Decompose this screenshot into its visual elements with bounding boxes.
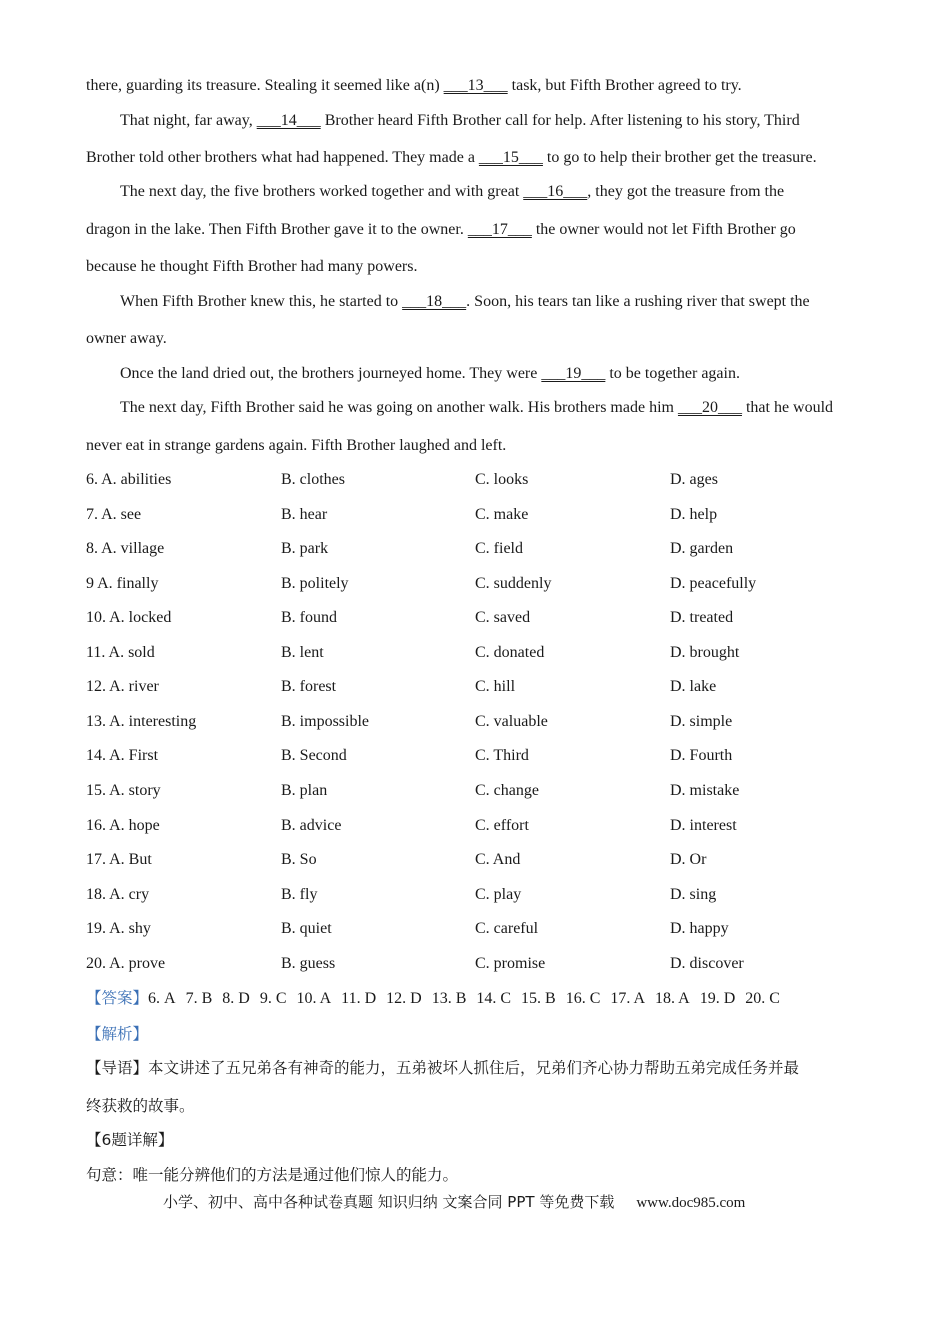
passage-line-2	[120, 111, 800, 131]
blank-15: ___15___	[478, 149, 543, 166]
option-d: D. help	[670, 506, 718, 523]
blank-19: ___19___	[541, 365, 606, 382]
option-b: B. park	[281, 540, 329, 557]
option-d: D. interest	[670, 817, 737, 834]
passage-line-6: because he thought Fifth Brother had many powers.	[86, 258, 418, 275]
analysis-label: 【解析】	[86, 1025, 149, 1043]
option-c: C. effort	[475, 817, 529, 834]
footer-url[interactable]: www.doc985.com	[636, 1195, 746, 1211]
answer-item: 15. B	[521, 990, 556, 1007]
answer-item: 9. C	[259, 990, 287, 1007]
option-d: D. Fourth	[670, 747, 733, 764]
option-d: D. garden	[670, 540, 734, 557]
option-c: C. looks	[475, 471, 529, 488]
option-a: 6. A. abilities	[86, 471, 172, 488]
option-a: 13. A. interesting	[86, 713, 197, 730]
option-b: B. forest	[281, 678, 337, 695]
passage-line-4	[120, 182, 784, 202]
passage-text: When Fifth Brother knew this, he started to	[120, 293, 403, 310]
answer-item: 17. A	[610, 990, 646, 1007]
answer-key	[86, 988, 780, 1009]
answer-item: 11. D	[341, 990, 377, 1007]
option-d: D. lake	[670, 678, 717, 695]
option-a: 7. A. see	[86, 506, 142, 523]
passage-text: to be together again.	[605, 365, 740, 382]
passage-text: Brother told other brothers what had happened. They made a	[86, 149, 479, 166]
option-a: 11. A. sold	[86, 644, 155, 661]
answer-item: 19. D	[699, 990, 736, 1007]
intro-line-2: 终获救的故事。	[86, 1097, 195, 1115]
option-c: C. Third	[475, 747, 529, 764]
blank-13: ___13___	[443, 77, 508, 94]
option-c: C. valuable	[475, 713, 548, 730]
option-b: B. impossible	[281, 713, 370, 730]
option-d: D. Or	[670, 851, 707, 868]
option-c: C. And	[475, 851, 521, 868]
answer-label: 【答案】	[86, 989, 149, 1007]
passage-text: to go to help their brother get the treasure.	[542, 149, 817, 166]
blank-20: ___20___	[677, 399, 742, 416]
passage-line-9	[120, 364, 740, 384]
option-d: D. mistake	[670, 782, 740, 799]
option-b: B. found	[281, 609, 337, 626]
option-d: D. sing	[670, 886, 717, 903]
option-a: 15. A. story	[86, 782, 161, 799]
option-c: C. play	[475, 886, 522, 903]
option-d: D. treated	[670, 609, 734, 626]
option-b: B. quiet	[281, 920, 332, 937]
option-b: B. clothes	[281, 471, 345, 488]
passage-text: task, but Fifth Brother agreed to try.	[507, 77, 742, 94]
option-a: 10. A. locked	[86, 609, 172, 626]
blank-17: ___17___	[467, 221, 532, 238]
option-c: C. hill	[475, 678, 516, 695]
option-a: 12. A. river	[86, 678, 159, 695]
option-c: C. donated	[475, 644, 545, 661]
sentence-meaning: 句意：唯一能分辨他们的方法是通过他们惊人的能力。	[86, 1166, 459, 1184]
option-a: 16. A. hope	[86, 817, 160, 834]
passage-text: Brother heard Fifth Brother call for help. After listening to his story, Third	[320, 112, 800, 129]
passage-text: Once the land dried out, the brothers journeyed home. They were	[120, 365, 542, 382]
passage-text: The next day, Fifth Brother said he was going on another walk. His brothers made him	[120, 399, 678, 416]
intro-label: 【导语】	[86, 1059, 149, 1077]
option-a: 14. A. First	[86, 747, 159, 764]
passage-text: The next day, the five brothers worked together and with great	[120, 183, 524, 200]
option-b: B. guess	[281, 955, 336, 972]
blank-18: ___18___	[402, 293, 467, 310]
option-a: 18. A. cry	[86, 886, 150, 903]
passage-line-3	[86, 148, 817, 168]
option-b: B. politely	[281, 575, 349, 592]
option-d: D. happy	[670, 920, 729, 937]
option-c: C. make	[475, 506, 529, 523]
option-b: B. hear	[281, 506, 328, 523]
answer-item: 18. A	[655, 990, 690, 1007]
option-a: 9 A. finally	[86, 575, 159, 592]
option-a: 17. A. But	[86, 851, 152, 868]
passage-line-7	[120, 292, 810, 312]
option-c: C. promise	[475, 955, 546, 972]
option-b: B. fly	[281, 886, 318, 903]
blank-16: ___16___	[523, 183, 588, 200]
answer-item: 14. C	[476, 990, 512, 1007]
answer-item: 6. A	[148, 990, 176, 1007]
answer-item: 16. C	[565, 990, 601, 1007]
intro-line-1	[86, 1058, 799, 1078]
passage-line-5	[86, 220, 796, 240]
option-a: 19. A. shy	[86, 920, 151, 937]
passage-text: that he would	[741, 399, 834, 416]
option-a: 20. A. prove	[86, 955, 166, 972]
blank-14: ___14___	[256, 112, 321, 129]
answer-item: 12. D	[386, 990, 422, 1007]
option-c: C. saved	[475, 609, 531, 626]
answer-item: 8. D	[222, 990, 250, 1007]
option-d: D. brought	[670, 644, 740, 661]
answer-item: 7. B	[185, 990, 213, 1007]
passage-text: the owner would not let Fifth Brother go	[531, 221, 796, 238]
option-d: D. peacefully	[670, 575, 757, 592]
option-b: B. advice	[281, 817, 342, 834]
option-b: B. So	[281, 851, 317, 868]
option-d: D. simple	[670, 713, 733, 730]
option-c: C. field	[475, 540, 523, 557]
footer	[163, 1192, 745, 1213]
option-d: D. discover	[670, 955, 744, 972]
passage-text: . Soon, his tears tan like a rushing river that swept the	[466, 293, 810, 310]
passage-text: That night, far away,	[120, 112, 257, 129]
detail-label: 【6题详解】	[86, 1131, 174, 1149]
answer-item: 10. A	[296, 990, 332, 1007]
footer-text: 小学、初中、高中各种试卷真题 知识归纳 文案合同 PPT 等免费下载	[163, 1193, 615, 1211]
passage-text: dragon in the lake. Then Fifth Brother gave it to the owner.	[86, 221, 468, 238]
answer-item: 13. B	[431, 990, 467, 1007]
intro-text: 本文讲述了五兄弟各有神奇的能力，五弟被坏人抓住后，兄弟们齐心协力帮助五弟完成任务并最	[148, 1059, 800, 1077]
option-a: 8. A. village	[86, 540, 165, 557]
option-b: B. plan	[281, 782, 328, 799]
passage-text: there, guarding its treasure. Stealing it seemed like a(n)	[86, 77, 444, 94]
option-b: B. Second	[281, 747, 347, 764]
answer-item: 20. C	[745, 990, 780, 1007]
passage-line-10	[120, 398, 833, 418]
passage-line-8: owner away.	[86, 330, 167, 347]
option-c: C. suddenly	[475, 575, 552, 592]
option-b: B. lent	[281, 644, 324, 661]
option-c: C. change	[475, 782, 539, 799]
passage-text: , they got the treasure from the	[587, 183, 785, 200]
passage-line-11: never eat in strange gardens again. Fifth Brother laughed and left.	[86, 437, 507, 454]
option-c: C. careful	[475, 920, 539, 937]
option-d: D. ages	[670, 471, 718, 488]
passage-line-1	[86, 76, 742, 96]
